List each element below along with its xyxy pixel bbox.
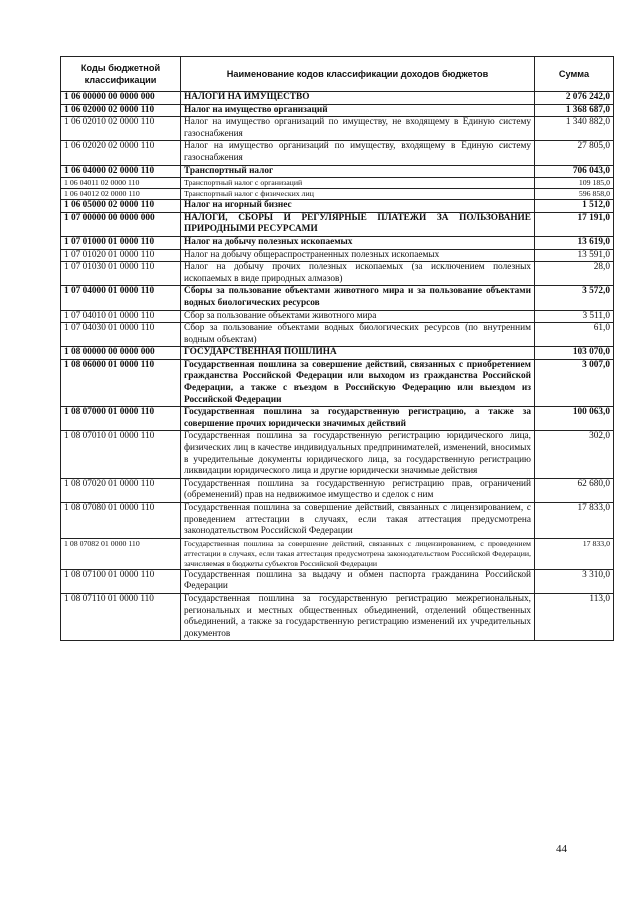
name-cell: Транспортный налог с организаций (181, 178, 535, 189)
table-header-row (61, 57, 614, 92)
name-cell: Сбор за пользование объектами водных биологических ресурсов (по внутренним водным объектам) (181, 323, 535, 347)
table-row (61, 323, 614, 347)
table-body (61, 92, 614, 641)
code-cell: 1 06 02000 02 0000 110 (61, 104, 181, 117)
table-row (61, 141, 614, 165)
code-cell: 1 07 00000 00 0000 000 (61, 212, 181, 236)
name-cell: Государственная пошлина за совершение действий, связанных с приобретением гражданства Российской Федерации или выходом из гражданства Российской Федерации, а также с въездом в Российскую Федерацию или выездом из Российской Федерации (181, 359, 535, 406)
sum-cell: 17 833,0 (535, 503, 614, 539)
table-row (61, 593, 614, 640)
name-cell: Налог на добычу общераспространенных полезных ископаемых (181, 249, 535, 262)
code-cell: 1 08 07082 01 0000 110 (61, 538, 181, 569)
table-row (61, 178, 614, 189)
table-row (61, 236, 614, 249)
code-cell: 1 08 07110 01 0000 110 (61, 593, 181, 640)
sum-cell: 28,0 (535, 262, 614, 286)
table-row (61, 431, 614, 478)
name-cell: ГОСУДАРСТВЕННАЯ ПОШЛИНА (181, 347, 535, 360)
table-row (61, 347, 614, 360)
sum-cell: 1 340 882,0 (535, 117, 614, 141)
sum-cell: 61,0 (535, 323, 614, 347)
name-cell: Государственная пошлина за совершение действий, связанных с лицензированием, с проведением аттестации в случаях, если такая аттестация предусмотрена законодательством Российской Федерации (181, 503, 535, 539)
name-cell: НАЛОГИ, СБОРЫ И РЕГУЛЯРНЫЕ ПЛАТЕЖИ ЗА ПОЛЬЗОВАНИЕ ПРИРОДНЫМИ РЕСУРСАМИ (181, 212, 535, 236)
table-row (61, 310, 614, 323)
sum-cell: 1 368 687,0 (535, 104, 614, 117)
sum-cell: 3 572,0 (535, 286, 614, 310)
code-cell: 1 08 07100 01 0000 110 (61, 569, 181, 593)
name-cell: Налог на игорный бизнес (181, 200, 535, 213)
name-cell: НАЛОГИ НА ИМУЩЕСТВО (181, 92, 535, 105)
code-cell: 1 06 02020 02 0000 110 (61, 141, 181, 165)
name-cell: Транспортный налог (181, 165, 535, 178)
name-cell: Транспортный налог с физических лиц (181, 189, 535, 200)
sum-cell: 62 680,0 (535, 478, 614, 502)
sum-cell: 596 858,0 (535, 189, 614, 200)
name-cell: Налог на добычу полезных ископаемых (181, 236, 535, 249)
code-cell: 1 08 07080 01 0000 110 (61, 503, 181, 539)
table-row (61, 503, 614, 539)
code-cell: 1 06 02010 02 0000 110 (61, 117, 181, 141)
table-row (61, 286, 614, 310)
code-cell: 1 07 01020 01 0000 110 (61, 249, 181, 262)
name-cell: Налог на имущество организаций по имуществу, входящему в Единую систему газоснабжения (181, 141, 535, 165)
table-row (61, 478, 614, 502)
table-row (61, 359, 614, 406)
name-cell: Государственная пошлина за государственную регистрацию, а также за совершение прочих юридически значимых действий (181, 407, 535, 431)
code-cell: 1 06 04011 02 0000 110 (61, 178, 181, 189)
sum-cell: 3 310,0 (535, 569, 614, 593)
table-row (61, 165, 614, 178)
name-cell: Государственная пошлина за государственную регистрацию межрегиональных, региональных и местных общественных объединений, отделений общественных объединений, а также за государственную регистрацию изменений их учредительных документов (181, 593, 535, 640)
name-cell: Государственная пошлина за государственную регистрацию юридического лица, физических лиц в качестве индивидуальных предпринимателей, изменений, вносимых в учредительные документы юридического лица, за государственную регистрацию ликвидации юридического лица и другие юридически значимые действия (181, 431, 535, 478)
name-cell: Налог на имущество организаций по имуществу, не входящему в Единую систему газоснабжения (181, 117, 535, 141)
sum-cell: 17 191,0 (535, 212, 614, 236)
sum-cell: 13 591,0 (535, 249, 614, 262)
name-cell: Сбор за пользование объектами животного мира (181, 310, 535, 323)
header-sum: Сумма (535, 57, 614, 92)
page-number: 44 (556, 843, 567, 855)
table-row (61, 249, 614, 262)
sum-cell: 17 833,0 (535, 538, 614, 569)
sum-cell: 706 043,0 (535, 165, 614, 178)
code-cell: 1 08 07020 01 0000 110 (61, 478, 181, 502)
code-cell: 1 08 07010 01 0000 110 (61, 431, 181, 478)
sum-cell: 103 070,0 (535, 347, 614, 360)
table-row (61, 407, 614, 431)
sum-cell: 1 512,0 (535, 200, 614, 213)
budget-income-table (60, 56, 614, 641)
name-cell: Государственная пошлина за выдачу и обмен паспорта гражданина Российской Федерации (181, 569, 535, 593)
table-row (61, 569, 614, 593)
header-code: Коды бюджетной классификации (61, 57, 181, 92)
table-row (61, 200, 614, 213)
code-cell: 1 06 00000 00 0000 000 (61, 92, 181, 105)
sum-cell: 2 076 242,0 (535, 92, 614, 105)
table-row (61, 212, 614, 236)
table-row (61, 117, 614, 141)
sum-cell: 113,0 (535, 593, 614, 640)
code-cell: 1 07 04010 01 0000 110 (61, 310, 181, 323)
name-cell: Государственная пошлина за совершение действий, связанных с лицензированием, с проведением аттестации в случаях, если такая аттестация предусмотрена законодательством Российской Федерации, зачисляемая в бюджеты субъектов Российской Федерации (181, 538, 535, 569)
sum-cell: 27 805,0 (535, 141, 614, 165)
code-cell: 1 06 05000 02 0000 110 (61, 200, 181, 213)
code-cell: 1 06 04012 02 0000 110 (61, 189, 181, 200)
table-row (61, 92, 614, 105)
sum-cell: 302,0 (535, 431, 614, 478)
code-cell: 1 08 06000 01 0000 110 (61, 359, 181, 406)
table-row (61, 104, 614, 117)
name-cell: Налог на добычу прочих полезных ископаемых (за исключением полезных ископаемых в виде природных алмазов) (181, 262, 535, 286)
sum-cell: 3 007,0 (535, 359, 614, 406)
code-cell: 1 07 04000 01 0000 110 (61, 286, 181, 310)
table-row (61, 538, 614, 569)
sum-cell: 13 619,0 (535, 236, 614, 249)
name-cell: Государственная пошлина за государственную регистрацию прав, ограничений (обременений) прав на недвижимое имущество и сделок с ним (181, 478, 535, 502)
table-row (61, 262, 614, 286)
code-cell: 1 07 04030 01 0000 110 (61, 323, 181, 347)
code-cell: 1 07 01000 01 0000 110 (61, 236, 181, 249)
name-cell: Налог на имущество организаций (181, 104, 535, 117)
sum-cell: 100 063,0 (535, 407, 614, 431)
code-cell: 1 07 01030 01 0000 110 (61, 262, 181, 286)
header-name: Наименование кодов классификации доходов бюджетов (181, 57, 535, 92)
sum-cell: 3 511,0 (535, 310, 614, 323)
code-cell: 1 08 07000 01 0000 110 (61, 407, 181, 431)
sum-cell: 109 185,0 (535, 178, 614, 189)
name-cell: Сборы за пользование объектами животного мира и за пользование объектами водных биологических ресурсов (181, 286, 535, 310)
code-cell: 1 08 00000 00 0000 000 (61, 347, 181, 360)
code-cell: 1 06 04000 02 0000 110 (61, 165, 181, 178)
table-row (61, 189, 614, 200)
